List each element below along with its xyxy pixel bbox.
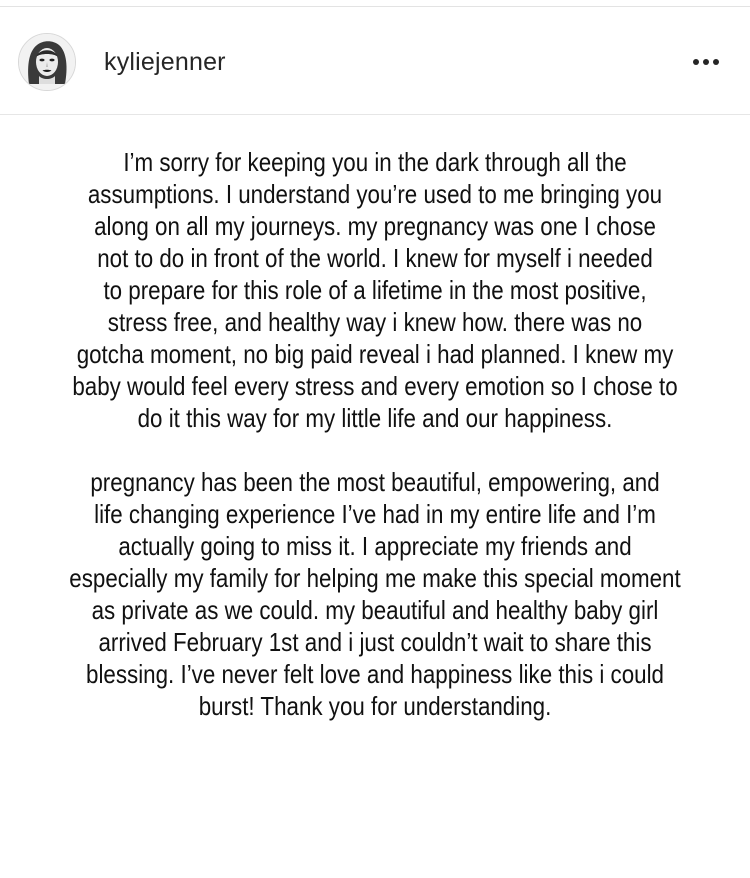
profile-avatar[interactable] (18, 33, 76, 91)
caption-line: not to do in front of the world. I knew for myself i needed (97, 243, 653, 273)
caption-line: do it this way for my little life and our happiness. (137, 403, 613, 433)
caption-line: to prepare for this role of a lifetime in the most positive, (103, 275, 647, 305)
caption-line: as private as we could. my beautiful and healthy baby girl (91, 595, 659, 625)
caption-line: actually going to miss it. I appreciate my friends and (118, 531, 632, 561)
caption-paragraph-2 (0, 466, 750, 722)
more-horizontal-icon (713, 59, 719, 65)
caption-line: burst! Thank you for understanding. (198, 691, 552, 721)
caption-line: gotcha moment, no big paid reveal i had planned. I knew my (76, 339, 674, 369)
post-header (0, 16, 750, 110)
more-options-button[interactable] (686, 46, 726, 78)
caption-line: arrived February 1st and i just couldn’t wait to share this (98, 627, 652, 657)
caption-line: assumptions. I understand you’re used to me bringing you (87, 179, 663, 209)
caption-line: stress free, and healthy way i knew how. there was no (107, 307, 643, 337)
caption-line: especially my family for helping me make this special moment (69, 563, 681, 593)
header-divider (0, 114, 750, 115)
paragraph-spacer (0, 434, 750, 466)
post-caption (0, 146, 750, 722)
caption-paragraph-1 (0, 146, 750, 434)
caption-line: along on all my journeys. my pregnancy was one I chose (94, 211, 656, 241)
caption-line: I’m sorry for keeping you in the dark through all the (123, 147, 627, 177)
caption-line: baby would feel every stress and every emotion so I chose to (72, 371, 678, 401)
caption-line: blessing. I’ve never felt love and happiness like this i could (86, 659, 664, 689)
more-horizontal-icon (703, 59, 709, 65)
more-horizontal-icon (693, 59, 699, 65)
caption-line: life changing experience I’ve had in my entire life and I’m (94, 499, 656, 529)
caption-line: pregnancy has been the most beautiful, empowering, and (90, 467, 660, 497)
username[interactable]: kyliejenner (104, 48, 226, 76)
top-divider (0, 6, 750, 7)
profile-portrait-icon (19, 34, 75, 90)
